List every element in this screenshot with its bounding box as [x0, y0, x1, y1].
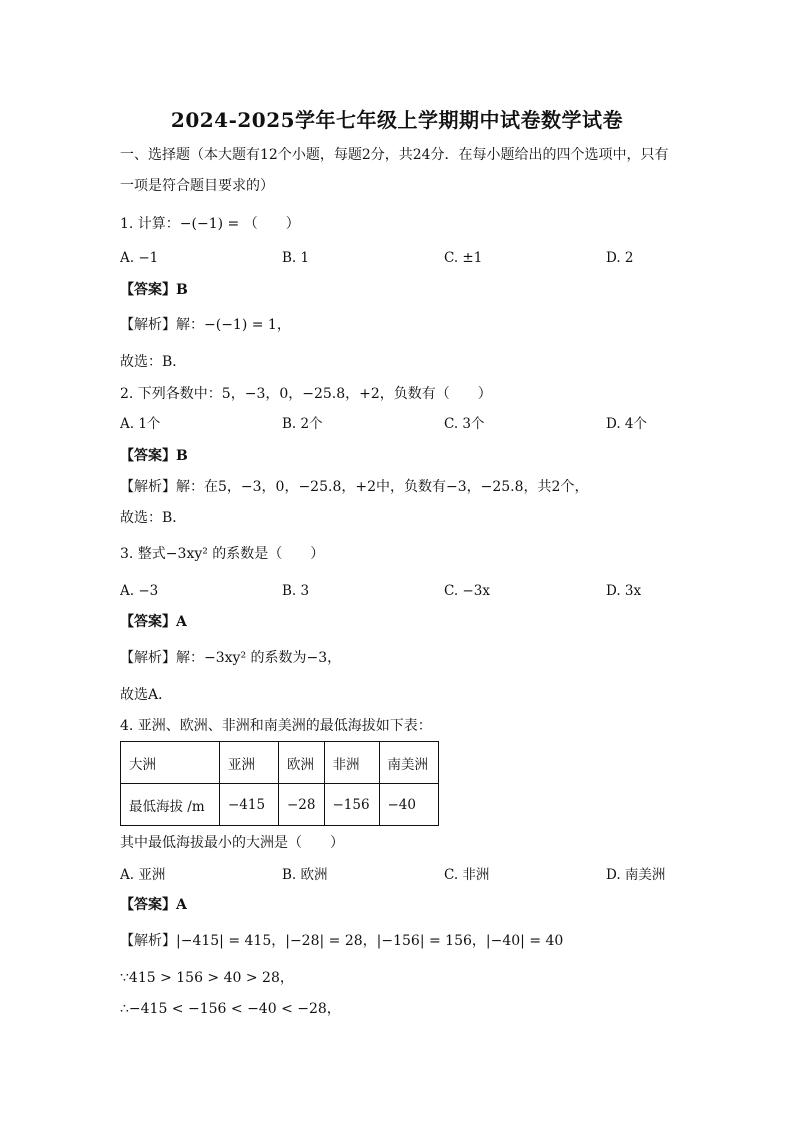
q3-option-a: A. −3	[120, 583, 159, 599]
q4-step-because: ∵415 > 156 > 40 > 28，	[120, 970, 294, 986]
q2-option-a: A. 1个	[120, 416, 161, 432]
table-cell: 南美洲	[379, 742, 438, 784]
table-cell: 非洲	[324, 742, 379, 784]
q2-option-b: B. 2个	[282, 416, 323, 432]
q1-option-d: D. 2	[606, 250, 634, 266]
q2-analysis: 【解析】解：在5，−3，0，−25.8，+2中，负数有−3，−25.8，共2个，	[120, 479, 589, 495]
q3-option-c: C. −3x	[444, 583, 490, 599]
q3-conclusion: 故选A．	[120, 687, 173, 703]
q4-option-c: C. 非洲	[444, 867, 490, 883]
q3-answer: 【答案】A	[120, 614, 187, 630]
table-cell: 亚洲	[220, 742, 279, 784]
q2-stem: 2. 下列各数中：5，−3，0，−25.8，+2，负数有（ ）	[120, 386, 492, 402]
q3-option-b: B. 3	[282, 583, 310, 599]
table-cell: −156	[324, 784, 379, 826]
q3-analysis: 【解析】解：−3xy² 的系数为−3，	[120, 650, 342, 666]
q1-stem: 1. 计算：−(−1) = （ ）	[120, 216, 300, 232]
q4-option-a: A. 亚洲	[120, 867, 166, 883]
section-heading-cont: 一项是符合题目要求的）	[120, 178, 274, 194]
q2-option-c: C. 3个	[444, 416, 485, 432]
q2-conclusion: 故选：B．	[120, 510, 187, 526]
q4-analysis: 【解析】|−415| = 415，|−28| = 28，|−156| = 156，|−40| = 40	[120, 933, 564, 949]
q2-answer: 【答案】B	[120, 448, 188, 464]
table-cell: 大洲	[121, 742, 220, 784]
q4-option-b: B. 欧洲	[282, 867, 328, 883]
q4-stem: 4. 亚洲、欧洲、非洲和南美洲的最低海拔如下表：	[120, 718, 432, 734]
table-cell: 欧洲	[279, 742, 325, 784]
table-cell: −40	[379, 784, 438, 826]
q1-option-a: A. −1	[120, 250, 159, 266]
table-header-row	[121, 742, 439, 784]
q3-option-d: D. 3x	[606, 583, 642, 599]
q3-stem: 3. 整式−3xy² 的系数是（ ）	[120, 546, 325, 562]
q4-question: 其中最低海拔最小的大洲是（ ）	[120, 835, 344, 851]
q1-option-c: C. ±1	[444, 250, 483, 266]
q1-analysis: 【解析】解：−(−1) = 1，	[120, 317, 291, 333]
q4-step-therefore: ∴−415 < −156 < −40 < −28，	[120, 1001, 341, 1017]
q2-option-d: D. 4个	[606, 416, 648, 432]
table-row	[121, 784, 439, 826]
q1-option-b: B. 1	[282, 250, 310, 266]
page-title: 2024-2025学年七年级上学期期中试卷数学试卷	[170, 108, 624, 132]
table-cell: −415	[220, 784, 279, 826]
q4-option-d: D. 南美洲	[606, 867, 666, 883]
elevation-table	[120, 741, 439, 826]
q4-answer: 【答案】A	[120, 897, 187, 913]
q1-answer: 【答案】B	[120, 282, 188, 298]
q1-conclusion: 故选：B．	[120, 354, 187, 370]
table-cell: 最低海拔 /m	[121, 784, 220, 826]
section-heading: 一、选择题（本大题有12个小题，每题2分，共24分．在每小题给出的四个选项中，只有	[120, 147, 669, 163]
table-cell: −28	[279, 784, 325, 826]
